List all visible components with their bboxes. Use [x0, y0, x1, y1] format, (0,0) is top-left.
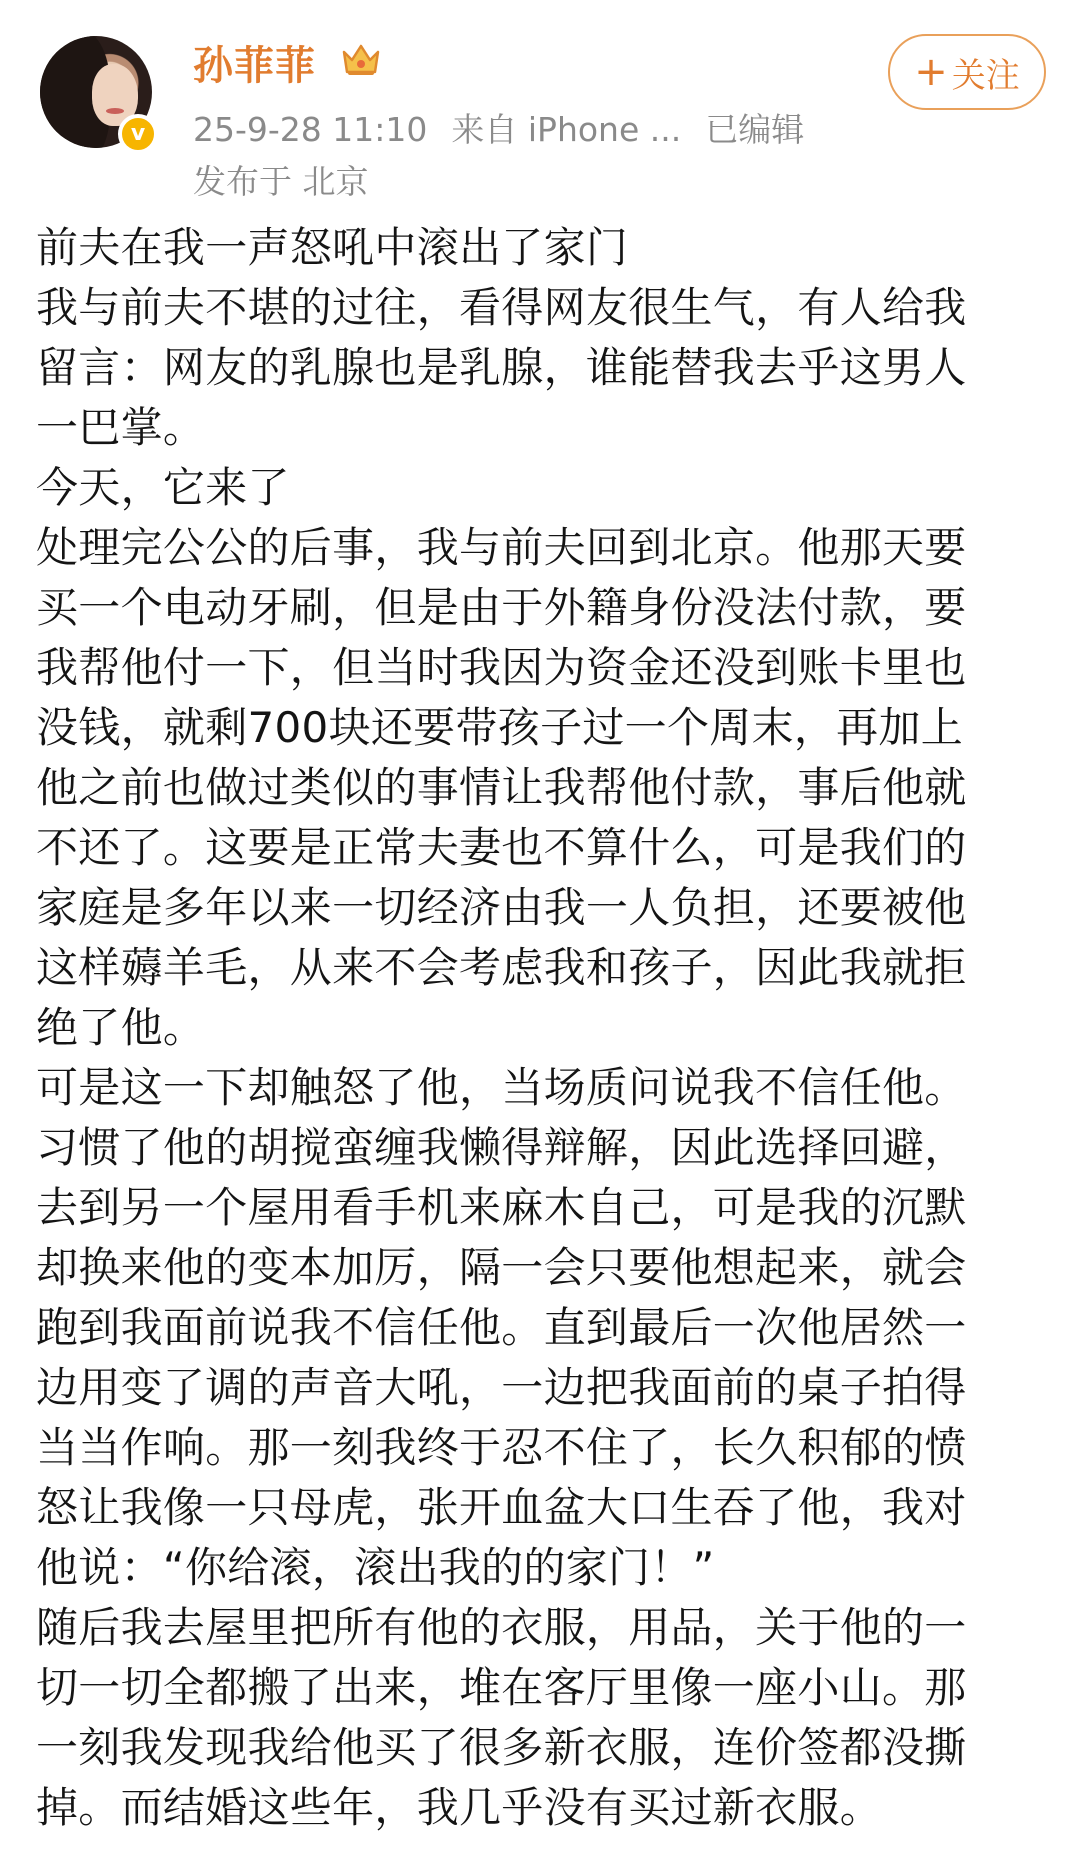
post-text-line: 他说：“你给滚，滚出我的的家门！”: [36, 1543, 715, 1592]
verified-badge-icon: v: [118, 114, 158, 154]
post-text-line: 当当作响。那一刻我终于忍不住了，长久积郁的愤: [36, 1423, 967, 1472]
post-text-line: 随后我去屋里把所有他的衣服，用品，关于他的一: [36, 1603, 967, 1652]
post-text-line: 绝了他。: [36, 1003, 206, 1052]
username[interactable]: 孙菲菲: [193, 43, 316, 89]
post-header: [0, 0, 1079, 201]
post-text-line: 他之前也做过类似的事情让我帮他付款，事后他就: [36, 763, 967, 812]
post-text-line: 前夫在我一声怒吼中滚出了家门: [36, 223, 629, 272]
post-text-line: 家庭是多年以来一切经济由我一人负担，还要被他: [36, 883, 967, 932]
post-source[interactable]: 来自 iPhone ...: [451, 110, 682, 149]
post-text-line: 我与前夫不堪的过往，看得网友很生气，有人给我: [36, 283, 967, 332]
post-text-line: 买一个电动牙刷，但是由于外籍身份没法付款，要: [36, 583, 967, 632]
post-text-line: 可是这一下却触怒了他，当场质问说我不信任他。: [36, 1063, 967, 1112]
post-text-line: 没钱，就剩700块还要带孩子过一个周末，再加上: [36, 703, 964, 752]
post-meta: [193, 104, 828, 151]
post-timestamp: 25-9-28 11:10: [193, 110, 428, 149]
plus-icon: +: [914, 49, 948, 95]
follow-label: 关注: [951, 55, 1020, 96]
post-text-line: 这样薅羊毛，从来不会考虑我和孩子，因此我就拒: [36, 943, 967, 992]
post-text-line: 去到另一个屋用看手机来麻木自己，可是我的沉默: [36, 1183, 967, 1232]
post-text-line: 今天，它来了: [36, 463, 290, 512]
post-text-line: 跑到我面前说我不信任他。直到最后一次他居然一: [36, 1303, 967, 1352]
post-text-line: 我帮他付一下，但当时我因为资金还没到账卡里也: [36, 643, 967, 692]
post-location: 发布于 北京: [193, 162, 369, 201]
edited-label[interactable]: 已编辑: [705, 110, 805, 149]
post-content: [36, 218, 1046, 1838]
post-text-line: 边用变了调的声音大吼，一边把我面前的桌子拍得: [36, 1363, 967, 1412]
post-text-line: 却换来他的变本加厉，隔一会只要他想起来，就会: [36, 1243, 967, 1292]
post-text-line: 习惯了他的胡搅蛮缠我懒得辩解，因此选择回避，: [36, 1123, 967, 1172]
post-text-line: 掉。而结婚这些年，我几乎没有买过新衣服。: [36, 1783, 883, 1832]
post-text-line: 一刻我发现我给他买了很多新衣服，连价签都没撕: [36, 1723, 967, 1772]
post-text-line: 不还了。这要是正常夫妻也不算什么，可是我们的: [36, 823, 967, 872]
follow-button[interactable]: [888, 34, 1046, 110]
post-text-line: 怒让我像一只母虎，张开血盆大口生吞了他，我对: [36, 1483, 967, 1532]
post-text-line: 留言：网友的乳腺也是乳腺，谁能替我去乎这男人: [36, 343, 967, 392]
crown-icon: [340, 40, 382, 78]
post-text-line: 处理完公公的后事，我与前夫回到北京。他那天要: [36, 523, 967, 572]
post-text-line: 切一切全都搬了出来，堆在客厅里像一座小山。那: [36, 1663, 967, 1712]
post-text-line: 一巴掌。: [36, 403, 206, 452]
avatar-lip: [106, 108, 124, 114]
